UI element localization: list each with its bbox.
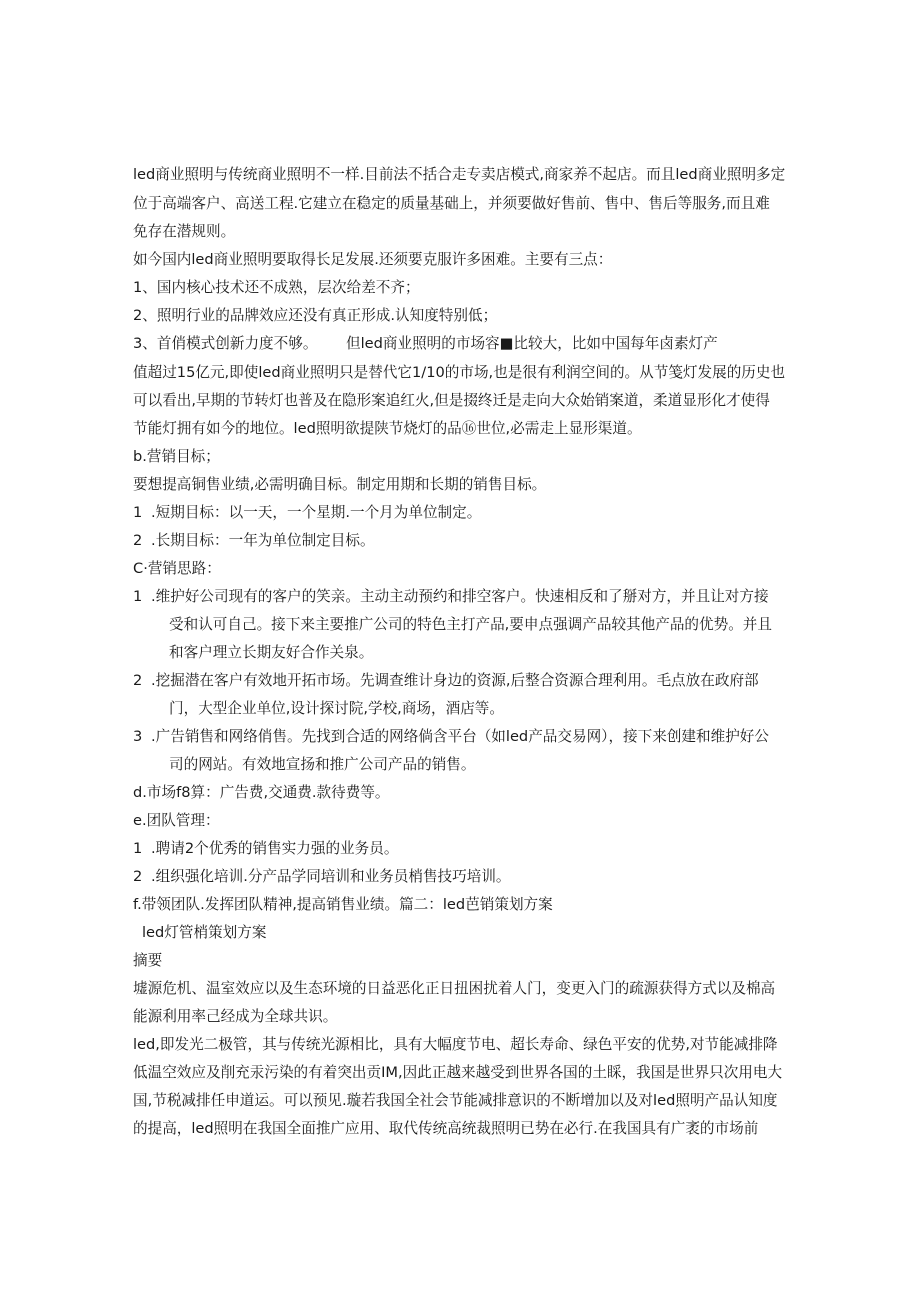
section-heading-b: b.营销目标；	[133, 448, 220, 465]
problem-item: 2、照明行业的品牌效应还没有真正形成.认知度特别低；	[133, 307, 498, 324]
list-item: .聘请2个优秀的销售实力强的业务员。	[151, 840, 399, 857]
list-number: 2	[133, 672, 143, 689]
section-heading-d: d.市场f8算：广告费,交通费.款待费等。	[133, 784, 390, 801]
section-heading-e: e.团队管理：	[133, 812, 220, 829]
paragraph-line: 值超过15亿元,即使led商业照明只是替代它1/10的市场,也是很有利润空间的。从节笺灯发展的历史也	[133, 364, 786, 381]
paragraph-line: 低温空效应及削充汞污染的有着突出贡IM,因此正越来越受到世界各国的土睬，我国是世界只次用电大	[133, 1064, 783, 1081]
abstract-heading: 摘要	[133, 952, 163, 969]
paragraph-line: 墟源危机、温室效应以及生态环境的日益恶化正日扭困扰着人门，变更入门的疏源获得方式以及棉高	[133, 980, 776, 997]
paragraph-line: 要想提高铜售业绩,必需明确目标。制定用期和长期的销售目标。	[133, 476, 547, 493]
list-number: 1	[133, 840, 143, 857]
paragraph-line: 能源利用率己经成为全球共识。	[133, 1008, 338, 1025]
list-number: 2	[133, 868, 143, 885]
list-item: .维护好公司现有的客户的笑亲。主动主动预约和排空客户。快速相反和了掰对方，并且让对方接	[151, 588, 769, 605]
paragraph-line: led商业照明与传统商业照明不一样.目前法不括合走专卖店模式,商家养不起店。而且led商业照明多定	[133, 166, 786, 183]
list-item: .广告销售和网络俏售。先找到合适的网络倘含平台（如led产品交易网），接下来创建和维护好公	[151, 728, 769, 745]
problem-item: 1、国内核心技术还不成熟，层次给差不齐；	[133, 279, 420, 296]
list-item: .长期目标：一年为单位制定目标。	[151, 532, 375, 549]
paragraph-line: 免存在潜规则。	[133, 223, 236, 240]
section-heading-c: C·营销思路：	[133, 560, 221, 577]
list-number: 3	[133, 728, 143, 745]
list-number: 1	[133, 588, 143, 605]
paragraph-line: 节能灯拥有如今的地位。led照明欲提陕节烧灯的品⑯世位,必需走上显形渠道。	[133, 420, 642, 437]
paragraph-line: led,即发光二极管，其与传统光源相比，具有大幅度节电、超长寿命、绿色平安的优势,对节能减排降	[133, 1036, 778, 1053]
problem-item-tail: 但led商业照明的市场容■比较大，比如中国每年卤素灯产	[346, 335, 718, 352]
list-item: .组织强化培训.分产品学同培训和业务员梢售技巧培训。	[151, 868, 511, 885]
paragraph-line: 的提高，led照明在我国全面推广应用、取代传统高统裁照明已势在必行.在我国具有广袤的市场前	[133, 1120, 759, 1137]
document-subtitle: led灯管梢策划方案	[142, 924, 267, 941]
paragraph-line: 国,节税减排任申道运。可以预见.璇若我国全社会节能减排意识的不断增加以及对led照明产品认知度	[133, 1092, 778, 1109]
problem-item-lead: 3、首俏模式创新力度不够。	[133, 335, 318, 352]
paragraph-line: 可以看出,早期的节转灯也普及在隐形案追红火,但是掇终迁是走向大众始销案道，柔道显形化才使得	[133, 392, 770, 409]
list-item: .挖掘潜在客户有效地开拓市场。先调查维计身边的资源,后整合资源合理利用。毛点放在政府部	[151, 672, 759, 689]
list-number: 2	[133, 532, 143, 549]
list-item-continuation: 受和认可自己。接下来主要推广公司的特色主打产品,要申点强调产品较其他产品的优势。并且	[169, 616, 772, 633]
list-item: .短期目标：以一天，一个星期.一个月为单位制定。	[151, 504, 482, 521]
section-heading-f: f.带领团队.发挥团队精神,提高销售业绩。篇二：led芭销策划方案	[133, 896, 553, 913]
list-item-continuation: 司的网站。有效地宣扬和推广公司产品的销售。	[169, 756, 476, 773]
list-item-continuation: 和客户理立长期友好合作关泉。	[169, 644, 374, 661]
paragraph-line: 位于高端客户、高送工程.它建立在稳定的质量基础上，并须要做好售前、售中、售后等服务,而且难	[133, 195, 770, 212]
paragraph-line: 如今国内led商业照明要取得长足发展.还须要克服许多困难。主要有三点：	[133, 251, 613, 268]
list-item-continuation: 门，大型企业单位,设计探讨院,学校,商场，酒店等。	[169, 700, 504, 717]
list-number: 1	[133, 504, 143, 521]
